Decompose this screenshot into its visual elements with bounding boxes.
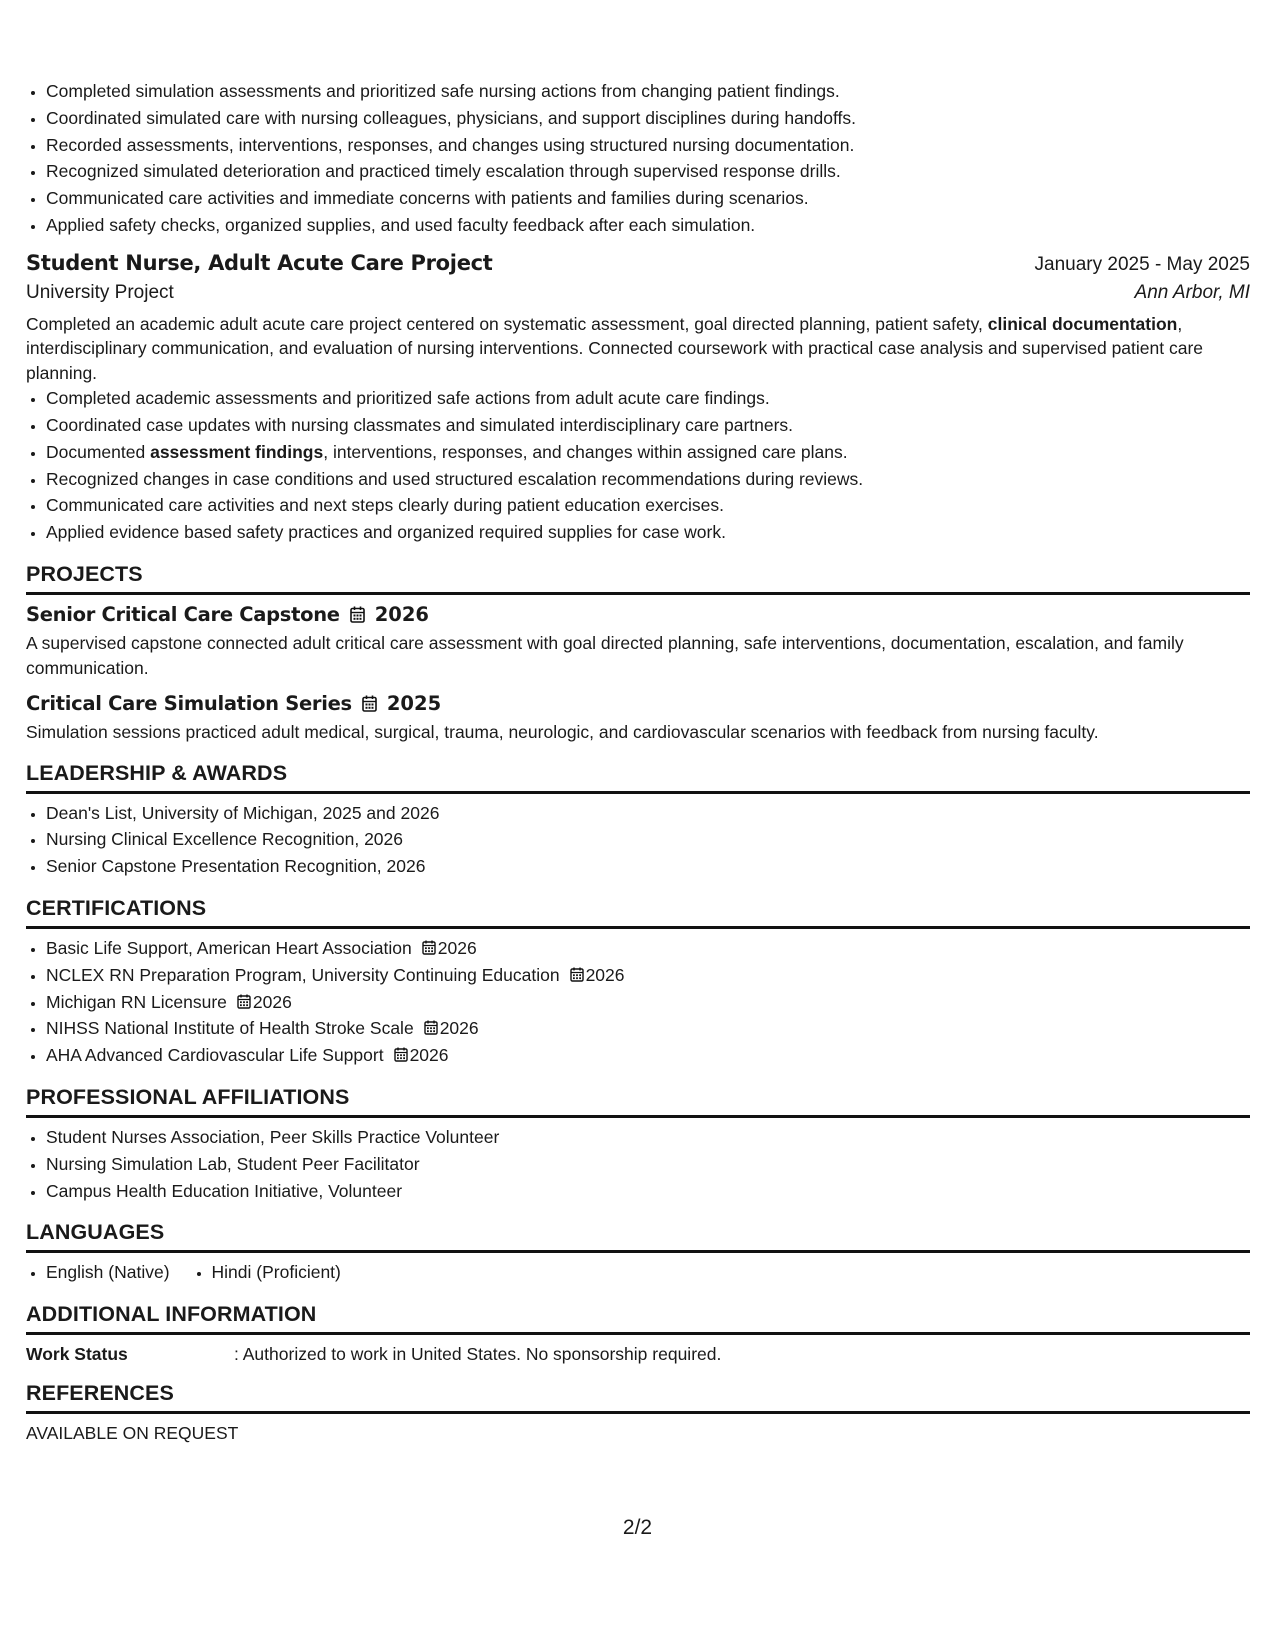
role-organization: University Project [26, 281, 174, 303]
certifications-list [26, 935, 1250, 1069]
list-item [46, 439, 1250, 466]
certification-name: Michigan RN Licensure [46, 991, 227, 1012]
list-item: • Nursing Simulation Lab, Student Peer Facilitator [46, 1151, 1250, 1178]
role-description-text: Completed an academic adult acute care project centered on systematic assessment, goal directed planning, patient safety, [26, 313, 988, 334]
section-heading-certifications: CERTIFICATIONS [26, 896, 1250, 929]
certification-name: NIHSS National Institute of Health Stroke Scale [46, 1018, 414, 1039]
certification-year: 2026 [585, 964, 625, 985]
list-item [46, 935, 1250, 962]
project-year: 2025 [386, 692, 442, 716]
experience-entry [26, 251, 1250, 546]
project-header [26, 692, 1250, 715]
section-heading-professional-affiliations: PROFESSIONAL AFFILIATIONS [26, 1085, 1250, 1118]
list-item [46, 989, 1250, 1016]
section-heading-projects: PROJECTS [26, 562, 1250, 595]
calendar-icon [237, 994, 251, 1009]
list-item: • Senior Capstone Presentation Recognition, 2026 [46, 853, 1250, 880]
calendar-icon [362, 695, 377, 712]
role-description [26, 312, 1250, 386]
work-status-row [26, 1344, 1250, 1365]
list-item [46, 1015, 1250, 1042]
project-description: Simulation sessions practiced adult medical, surgical, trauma, neurologic, and cardiovascular scenarios with feedback from nursing faculty. [26, 722, 1099, 743]
list-item: • Dean's List, University of Michigan, 2025 and 2026 [46, 800, 1250, 827]
role-description-text: , interdisciplinary communication, and evaluation of nursing interventions. Connected coursework with practical case analysis and supervised patient care planning. [26, 313, 1204, 383]
role-location: Ann Arbor, MI [1134, 281, 1250, 303]
project-description: A supervised capstone connected adult critical care assessment with goal directed planning, safe interventions, documentation, escalation, and family communication. [26, 633, 1184, 678]
role-bullets [26, 385, 1250, 546]
list-item: • Student Nurses Association, Peer Skills Practice Volunteer [46, 1124, 1250, 1151]
list-item: • Campus Health Education Initiative, Volunteer [46, 1178, 1250, 1205]
calendar-icon [424, 1020, 438, 1035]
certification-year: 2026 [439, 1018, 479, 1039]
calendar-icon [422, 940, 436, 955]
calendar-icon [394, 1047, 408, 1062]
list-item [46, 1042, 1250, 1069]
list-item: • Communicated care activities and next steps clearly during patient education exercises. [46, 492, 1250, 519]
list-item: • Recognized simulated deterioration and practiced timely escalation through supervised response drills. [46, 158, 1250, 185]
references-text: AVAILABLE ON REQUEST [26, 1423, 239, 1444]
project-year: 2026 [374, 603, 429, 627]
list-item: • Coordinated simulated care with nursing colleagues, physicians, and support disciplines during handoffs. [46, 105, 1250, 132]
certification-name: NCLEX RN Preparation Program, University Continuing Education [46, 964, 560, 985]
list-item: • Completed academic assessments and prioritized safe actions from adult acute care findings. [46, 385, 1250, 412]
certification-year: 2026 [409, 1045, 449, 1066]
certification-name: Basic Life Support, American Heart Association [46, 937, 412, 958]
list-item: • Applied safety checks, organized supplies, and used faculty feedback after each simulation. [46, 212, 1250, 239]
languages-list [26, 1259, 1250, 1286]
section-heading-leadership-awards: LEADERSHIP & AWARDS [26, 761, 1250, 794]
list-item-text: Documented [46, 441, 151, 462]
list-item [46, 962, 1250, 989]
list-item: • Recorded assessments, interventions, responses, and changes using structured nursing documentation. [46, 132, 1250, 159]
calendar-icon [570, 967, 584, 982]
list-item: • Applied evidence based safety practices and organized required supplies for case work. [46, 519, 1250, 546]
list-item: • Communicated care activities and immediate concerns with patients and families during scenarios. [46, 185, 1250, 212]
work-status-label: Work Status [26, 1344, 128, 1365]
certification-year: 2026 [252, 991, 292, 1012]
section-heading-additional-information: ADDITIONAL INFORMATION [26, 1302, 1250, 1335]
list-item: • Recognized changes in case conditions and used structured escalation recommendations during reviews. [46, 466, 1250, 493]
list-item: • English (Native) [46, 1259, 170, 1286]
work-status-value: : Authorized to work in United States. No sponsorship required. [234, 1344, 722, 1365]
list-item-text: , interventions, responses, and changes within assigned care plans. [323, 441, 848, 462]
role-dates: January 2025 - May 2025 [1034, 253, 1250, 275]
projects-section [26, 603, 1250, 745]
page-number: 2/2 [622, 1516, 653, 1539]
resume-page-2 [26, 78, 1250, 1444]
experience-bullets-top [26, 78, 1250, 239]
project-title: Critical Care Simulation Series [26, 692, 352, 716]
certification-name: AHA Advanced Cardiovascular Life Support [46, 1045, 384, 1066]
project-title: Senior Critical Care Capstone [26, 603, 340, 627]
role-description-bold: clinical documentation [987, 313, 1178, 334]
section-heading-references: REFERENCES [26, 1381, 1250, 1414]
certification-year: 2026 [437, 937, 477, 958]
project-header [26, 603, 1250, 626]
list-item: • Coordinated case updates with nursing classmates and simulated interdisciplinary care partners. [46, 412, 1250, 439]
affiliations-list [26, 1124, 1250, 1204]
awards-list [26, 800, 1250, 880]
list-item: • Nursing Clinical Excellence Recognition, 2026 [46, 826, 1250, 853]
list-item: • Hindi (Proficient) [212, 1259, 341, 1286]
list-item: • Completed simulation assessments and prioritized safe nursing actions from changing patient findings. [46, 78, 1250, 105]
calendar-icon [350, 606, 365, 623]
role-title: Student Nurse, Adult Acute Care Project [26, 250, 493, 275]
list-item-bold: assessment findings [150, 441, 324, 462]
section-heading-languages: LANGUAGES [26, 1220, 1250, 1253]
